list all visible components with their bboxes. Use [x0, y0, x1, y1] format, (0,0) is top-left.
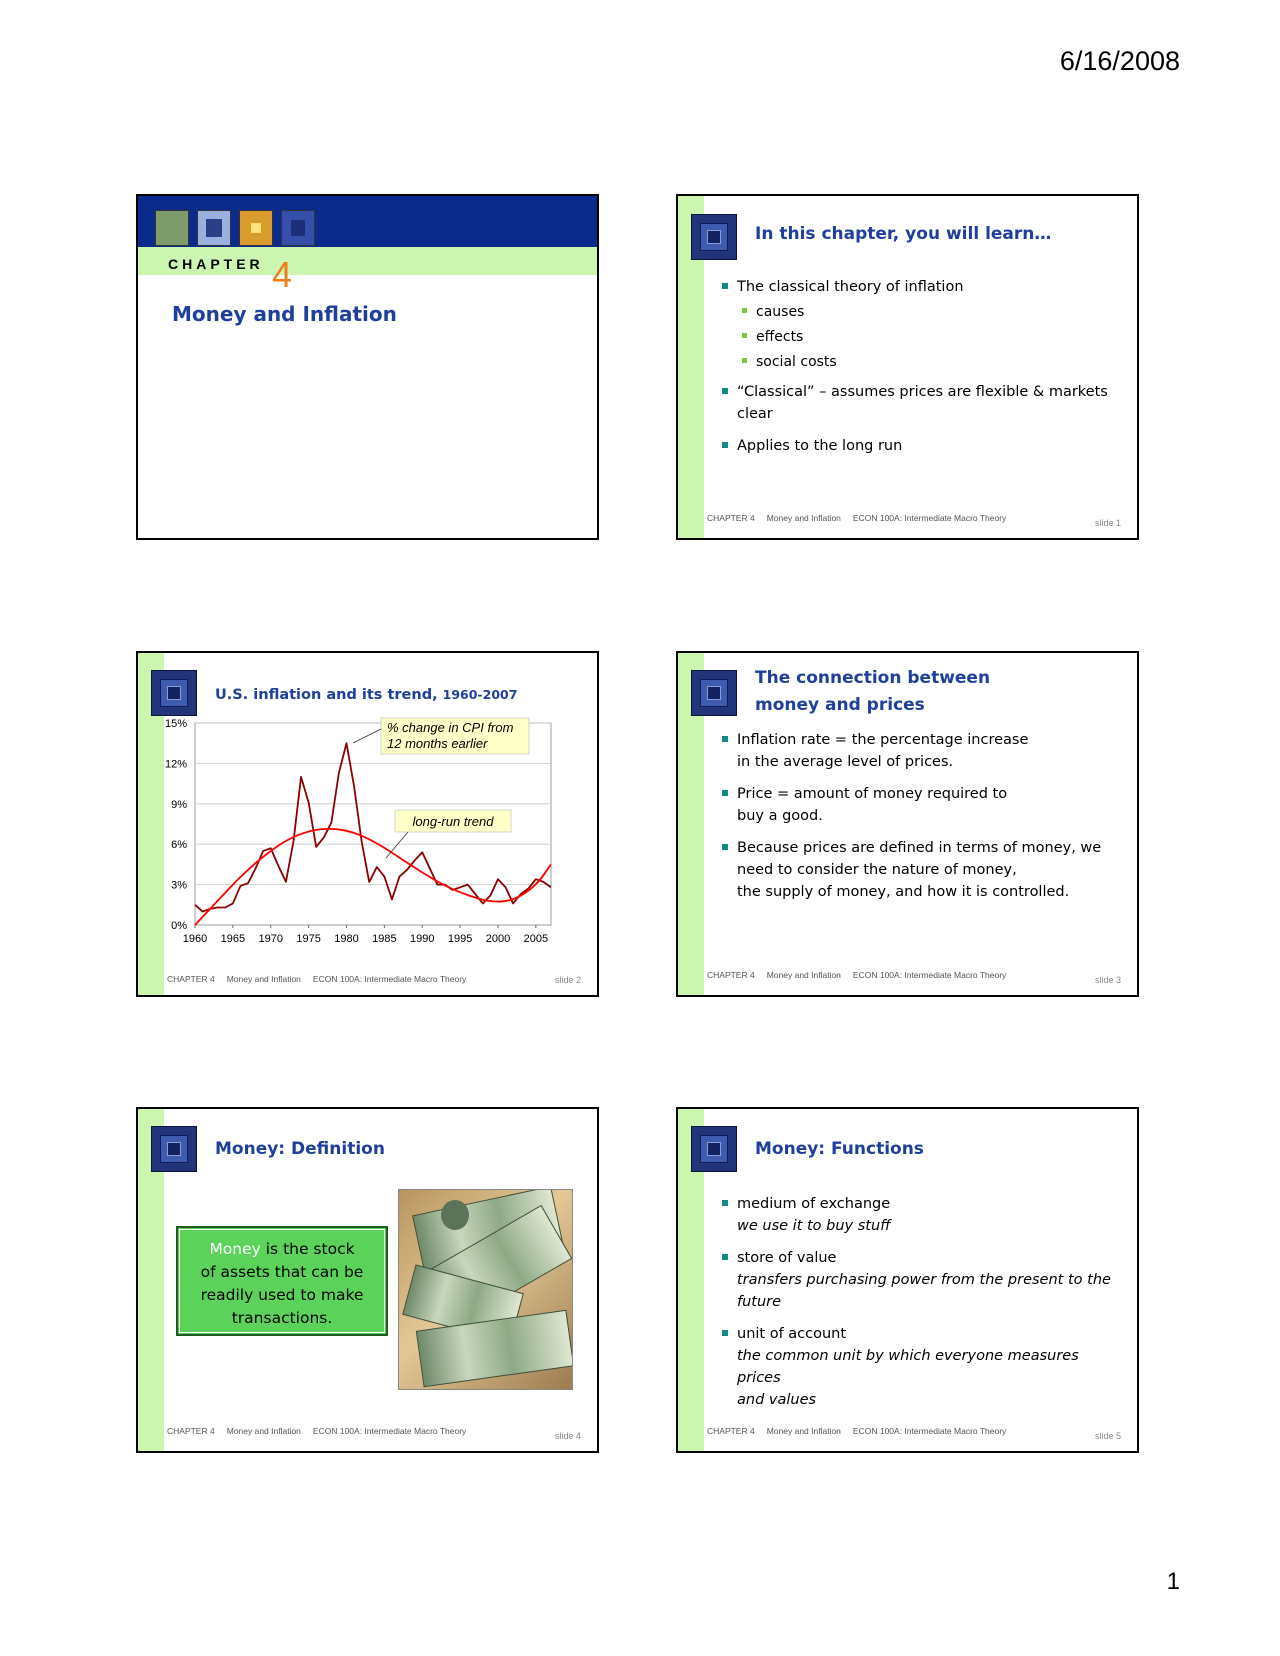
chart-title-years: 1960-2007 — [442, 687, 518, 702]
bullet-item — [719, 276, 1123, 298]
square-logo-icon — [151, 1126, 197, 1172]
sub-bullet-item: causes — [719, 301, 1123, 323]
footer-course: ECON 100A: Intermediate Macro Theory — [312, 1426, 467, 1436]
slide-title — [136, 194, 599, 540]
bullet-item — [719, 381, 1123, 425]
definition-line: of assets that can be — [200, 1263, 364, 1281]
slide-3 — [676, 651, 1139, 997]
x-tick-label: 1990 — [409, 933, 435, 945]
bullet-description: the common unit by which everyone measures prices — [737, 1348, 1079, 1386]
bullet-item — [719, 1323, 1123, 1411]
definition-text: is the stock — [260, 1240, 355, 1258]
y-tick-label: 0% — [171, 920, 187, 932]
slide-footer — [707, 970, 1018, 980]
sub-bullet-item: effects — [719, 326, 1123, 348]
y-tick-label: 6% — [171, 839, 187, 852]
footer-topic: Money and Inflation — [766, 1426, 841, 1436]
slide-number: slide 3 — [1094, 975, 1121, 985]
title-line: The connection between — [755, 668, 991, 688]
footer-chapter: CHAPTER 4 — [167, 974, 215, 984]
x-tick-label: 1960 — [182, 933, 208, 945]
definition-box — [176, 1226, 388, 1336]
bullet-label: unit of account — [737, 1326, 847, 1342]
cpi-callout-text: 12 months earlier — [387, 736, 488, 751]
bullet-line: Because prices are defined in terms of money, we — [737, 840, 1102, 856]
slide-title — [755, 665, 990, 719]
cpi-callout-text: % change in CPI from — [387, 720, 514, 735]
bullet-label: medium of exchange — [737, 1196, 891, 1212]
slide-number: slide 2 — [554, 975, 581, 985]
bullet-line: in the average level of prices. — [737, 754, 954, 770]
slide-footer — [167, 974, 478, 984]
footer-course: ECON 100A: Intermediate Macro Theory — [852, 513, 1007, 523]
bullet-item — [719, 1247, 1123, 1313]
footer-course: ECON 100A: Intermediate Macro Theory — [312, 974, 467, 984]
slide-footer — [707, 1426, 1018, 1436]
definition-line — [178, 1238, 386, 1261]
slide-number: slide 4 — [554, 1431, 581, 1441]
bullet-list — [719, 729, 1123, 913]
money-stack-image — [398, 1189, 573, 1390]
footer-topic: Money and Inflation — [766, 970, 841, 980]
chapter-label: CHAPTER — [168, 256, 264, 272]
bullet-description: future — [737, 1294, 782, 1310]
footer-topic: Money and Inflation — [226, 1426, 301, 1436]
bullet-description: and values — [737, 1392, 817, 1408]
footer-course: ECON 100A: Intermediate Macro Theory — [852, 1426, 1007, 1436]
bullet-item — [719, 729, 1123, 773]
bullet-line: need to consider the nature of money, — [737, 862, 1017, 878]
slide-title: Money: Definition — [215, 1139, 385, 1159]
footer-chapter: CHAPTER 4 — [707, 970, 755, 980]
decor-tile-icon — [155, 210, 189, 246]
bullet-item: Applies to the long run — [719, 435, 1123, 457]
square-logo-icon — [691, 670, 737, 716]
bullet-line: clear — [737, 406, 773, 422]
footer-chapter: CHAPTER 4 — [707, 1426, 755, 1436]
decor-tile-icon — [197, 210, 231, 246]
y-tick-label: 12% — [164, 758, 187, 771]
y-tick-label: 9% — [171, 798, 187, 811]
slide-footer — [707, 513, 1018, 523]
x-tick-label: 1980 — [334, 933, 359, 945]
bullet-line: Inflation rate = the percentage increase — [737, 732, 1029, 748]
bullet-item — [719, 837, 1123, 903]
chart-title-text: U.S. inflation and its trend, — [215, 687, 443, 703]
footer-chapter: CHAPTER 4 — [167, 1426, 215, 1436]
x-tick-label: 1975 — [296, 933, 321, 945]
footer-chapter: CHAPTER 4 — [707, 513, 755, 523]
slide-5 — [676, 1107, 1139, 1453]
slide-number: slide 5 — [1094, 1431, 1121, 1441]
x-tick-label: 2005 — [523, 933, 549, 945]
slide-number: slide 1 — [1094, 518, 1121, 528]
footer-course: ECON 100A: Intermediate Macro Theory — [852, 970, 1007, 980]
bullet-line: the supply of money, and how it is controlled. — [737, 884, 1070, 900]
bullet-description: transfers purchasing power from the present to the — [737, 1272, 1111, 1288]
bullet-line: “Classical” – assumes prices are flexible & markets — [737, 384, 1108, 400]
footer-topic: Money and Inflation — [766, 513, 841, 523]
footer-topic: Money and Inflation — [226, 974, 301, 984]
inflation-chart — [138, 653, 599, 997]
page-date: 6/16/2008 — [1059, 46, 1180, 76]
sub-bullet-item: social costs — [719, 351, 1123, 373]
bullet-line: buy a good. — [737, 808, 823, 824]
slide-footer — [167, 1426, 478, 1436]
bullet-text: The classical theory of inflation — [737, 279, 964, 295]
x-tick-label: 1985 — [372, 933, 397, 945]
chapter-title: Money and Inflation — [172, 302, 397, 326]
slide-title: Money: Functions — [755, 1139, 924, 1159]
decor-tile-icon — [239, 210, 273, 246]
bullet-list — [719, 276, 1123, 467]
slide-title: In this chapter, you will learn… — [755, 224, 1052, 244]
definition-highlight: Money — [209, 1240, 261, 1258]
x-tick-label: 1970 — [258, 933, 283, 945]
slide-4 — [136, 1107, 599, 1453]
definition-line: transactions. — [231, 1309, 333, 1327]
square-logo-icon — [691, 214, 737, 260]
bullet-item — [719, 1193, 1123, 1237]
square-logo-icon — [691, 1126, 737, 1172]
bullet-list — [719, 1193, 1123, 1421]
decor-tile-icon — [281, 210, 315, 246]
bullet-label: store of value — [737, 1250, 837, 1266]
x-tick-label: 2000 — [485, 933, 511, 945]
x-tick-label: 1965 — [220, 933, 246, 945]
y-tick-label: 15% — [164, 718, 187, 730]
title-line: money and prices — [755, 695, 925, 715]
bullet-description: we use it to buy stuff — [737, 1218, 891, 1234]
definition-line: readily used to make — [200, 1286, 364, 1304]
slide-2 — [136, 651, 599, 997]
y-tick-label: 3% — [171, 879, 187, 892]
trend-callout-text: long-run trend — [412, 814, 494, 829]
bullet-line: Price = amount of money required to — [737, 786, 1008, 802]
slide-1 — [676, 194, 1139, 540]
page-number: 1 — [1166, 1568, 1180, 1595]
x-tick-label: 1995 — [447, 933, 473, 945]
bullet-item — [719, 783, 1123, 827]
chapter-number: 4 — [272, 254, 293, 295]
